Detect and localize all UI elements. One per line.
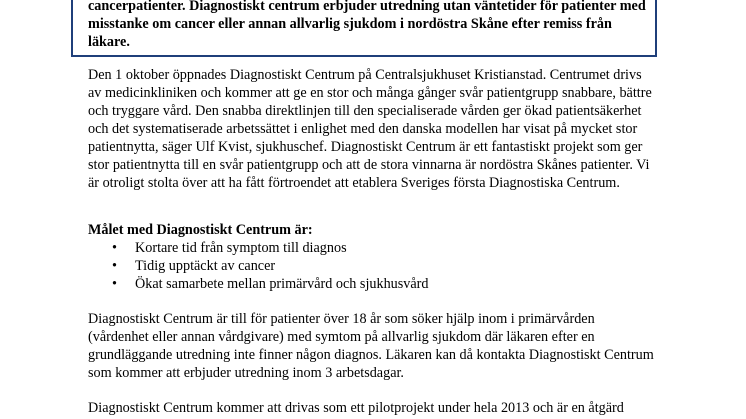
bullet-icon: •	[112, 276, 117, 292]
paragraph-opening: Den 1 oktober öppnades Diagnostiskt Centrum på Centralsjukhuset Kristianstad. Centrumet drivs av medicinkliniken och kommer att ge en stor och många gånger svår patientgrupp snabbare, bättre och tryggare vård. Den snabba direktlinjen till den specialiserade vården ger ökad patientsäkerhet och det systematiserade arbetssättet i enlighet med den danska modellen har visat på mycket stor patientnytta, säger Ulf Kvist, sjukhuschef. Diagnostiskt Centrum är ett fantastiskt projekt som ger stor patientnytta till en svår patientgrupp och att de stora vinnarna är nordöstra Skånes patienter. Vi är otroligt stolta över att ha fått förtroendet att etablera Sveriges första Diagnostiska Centrum.	[88, 67, 652, 191]
bullet-icon: •	[112, 258, 117, 274]
goals-heading: Målet med Diagnostiskt Centrum är:	[88, 222, 313, 238]
list-item-text: Tidig upptäckt av cancer	[135, 258, 276, 274]
list-item-text: Kortare tid från symptom till diagnos	[135, 240, 347, 256]
list-item	[88, 239, 429, 257]
list-item	[88, 275, 429, 293]
list-item-text: Ökat samarbete mellan primärvård och sjukhusvård	[135, 276, 429, 292]
paragraph-eligibility: Diagnostiskt Centrum är till för patienter över 18 år som söker hjälp inom i primärvården (vårdenhet eller annan vårdgivare) med symtom på allvarlig sjukdom där läkaren efter en grundläggande utredning inte finner någon diagnos. Läkaren kan då kontakta Diagnostiskt Centrum som kommer att erbjuder utredning inom 3 arbetsdagar.	[88, 311, 654, 381]
bullet-icon: •	[112, 240, 117, 256]
paragraph-pilot: Diagnostiskt Centrum kommer att drivas som ett pilotprojekt under hela 2013 och är en åtgärd	[88, 400, 624, 416]
goals-list	[88, 239, 429, 293]
intro-bold-text: cancerpatienter. Diagnostiskt centrum erbjuder utredning utan väntetider för patienter med misstanke om cancer eller annan allvarlig sjukdom i nordöstra Skåne efter remiss från läkare.	[88, 0, 646, 50]
list-item	[88, 257, 429, 275]
